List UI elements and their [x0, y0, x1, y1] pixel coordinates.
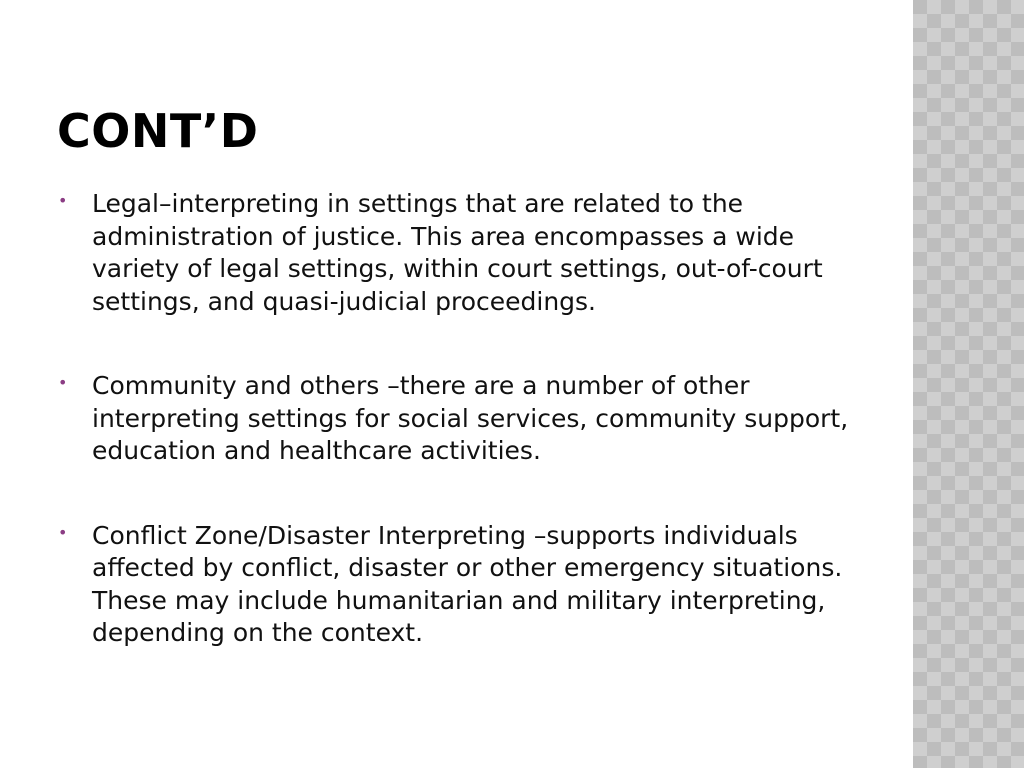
- bullet-item-community: [58, 370, 858, 468]
- bullet-item-legal: [58, 188, 858, 318]
- bullet-icon: •: [58, 522, 68, 542]
- bullet-text-conflict-zone: Conflict Zone/Disaster Interpreting –supports individuals affected by conflict, disaster or other emergency situations. These may include humanitarian and military interpreting, depending on the context.: [92, 520, 843, 647]
- bullet-icon: •: [58, 191, 68, 210]
- bullet-text-community: Community and others –there are a number of other interpreting settings for social services, community support, education and healthcare activities.: [92, 371, 849, 465]
- bullet-list: [58, 188, 858, 650]
- slide-title: CONT’D: [57, 104, 259, 158]
- bullet-icon: •: [58, 373, 68, 392]
- bullet-item-conflict-zone: [58, 520, 858, 650]
- bullet-text-legal: Legal–interpreting in settings that are related to the administration of justice. This area encompasses a wide variety of legal settings, within court settings, out-of-court settings, and quasi-judicial proceedings.: [92, 189, 823, 316]
- decorative-side-panel: [913, 0, 1024, 768]
